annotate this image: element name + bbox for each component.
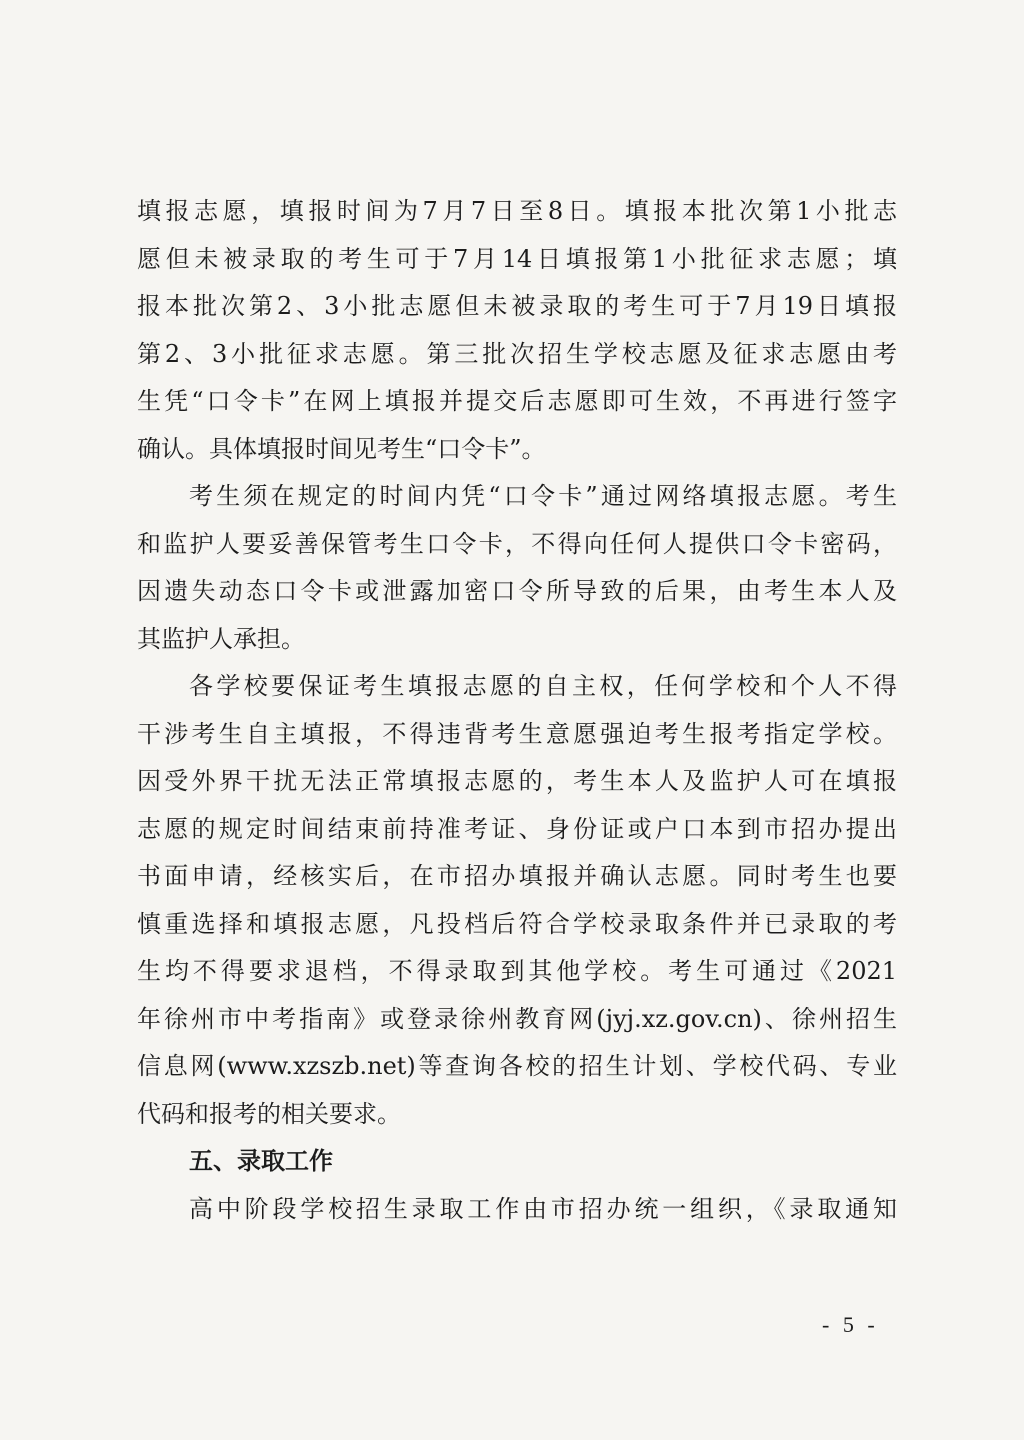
text-line: 书面申请，经核实后，在市招办填报并确认志愿。同时考生也要 [137, 862, 897, 890]
text-line: 志愿的规定时间结束前持准考证、身份证或户口本到市招办提出 [137, 814, 897, 843]
text-line: 愿但未被录取的考生可于7月14日填报第1小批征求志愿；填 [137, 244, 897, 273]
text-line: 慎重选择和填报志愿，凡投档后符合学校录取条件并已录取的考 [137, 909, 897, 938]
body-text [137, 188, 897, 1233]
text-line: 信息网(www.xzszb.net)等查询各校的招生计划、学校代码、专业 [137, 1052, 897, 1080]
text-line: 生凭“口令卡”在网上填报并提交后志愿即可生效，不再进行签字 [137, 387, 897, 415]
text-line: 代码和报考的相关要求。 [137, 1099, 401, 1128]
text-line: 因受外界干扰无法正常填报志愿的，考生本人及监护人可在填报 [137, 767, 897, 795]
text-line: 填报志愿，填报时间为7月7日至8日。填报本批次第1小批志 [137, 197, 897, 225]
page-number: - 5 - [822, 1312, 879, 1337]
text-line: 确认。具体填报时间见考生“口令卡”。 [137, 434, 546, 463]
text-line: 因遗失动态口令卡或泄露加密口令所导致的后果，由考生本人及 [137, 577, 897, 605]
section-heading: 五、录取工作 [189, 1147, 333, 1175]
text-line: 第2、3小批征求志愿。第三批次招生学校志愿及征求志愿由考 [137, 339, 897, 368]
text-line: 其监护人承担。 [137, 624, 305, 653]
text-line: 生均不得要求退档，不得录取到其他学校。考生可通过《2021 [137, 957, 897, 985]
paragraph-first-line: 考生须在规定的时间内凭“口令卡”通过网络填报志愿。考生 [189, 482, 897, 510]
text-line: 报本批次第2、3小批志愿但未被录取的考生可于7月19日填报 [137, 292, 897, 320]
paragraph-first-line: 各学校要保证考生填报志愿的自主权，任何学校和个人不得 [189, 672, 897, 700]
text-line: 年徐州市中考指南》或登录徐州教育网(jyj.xz.gov.cn)、徐州招生 [137, 1004, 897, 1033]
text-line: 和监护人要妥善保管考生口令卡，不得向任何人提供口令卡密码， [137, 529, 897, 558]
paragraph-first-line: 高中阶段学校招生录取工作由市招办统一组织，《录取通知 [189, 1194, 897, 1223]
text-line: 干涉考生自主填报，不得违背考生意愿强迫考生报考指定学校。 [137, 719, 897, 748]
